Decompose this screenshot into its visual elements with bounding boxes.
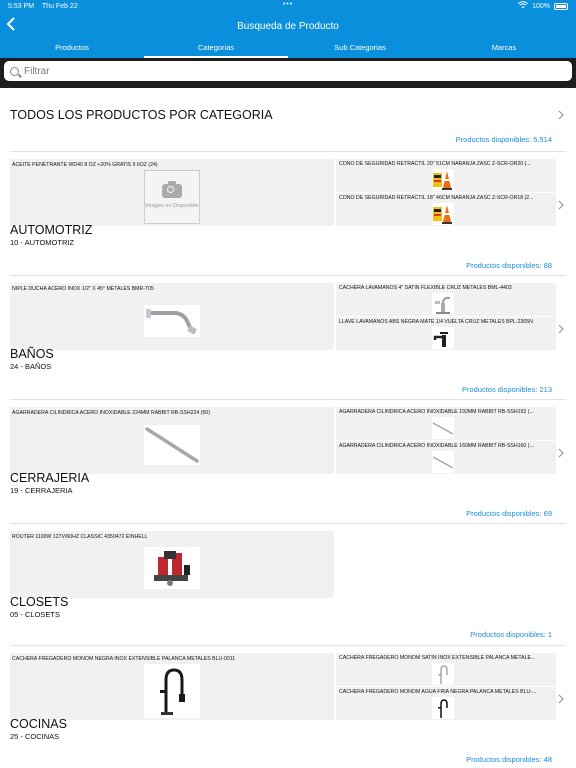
product-card[interactable] xyxy=(336,653,556,686)
product-label: CACHERA FREGADERO MONOM NEGRA INOX EXTENSIBLE PALANCA METALES BLU-0011 xyxy=(12,656,236,662)
faucet-image xyxy=(432,327,454,349)
product-card[interactable] xyxy=(336,317,556,350)
product-card[interactable] xyxy=(10,283,334,350)
category-list xyxy=(0,88,576,768)
category-available: Productos disponibles: 69 xyxy=(466,509,552,518)
product-preview-grid xyxy=(10,653,556,720)
product-card[interactable] xyxy=(336,193,556,226)
product-label: CACHERA FREGADERO MONOM AGUA FRIA NEGRA PALANCA METALES BLU-... xyxy=(339,689,537,695)
category-code: 10 - AUTOMOTRIZ xyxy=(10,238,75,247)
kitchen-faucet-image xyxy=(432,663,454,685)
category-name: AUTOMOTRIZ xyxy=(10,223,93,237)
shower-arm-image xyxy=(144,305,200,337)
category-banos[interactable] xyxy=(10,276,566,400)
category-cerrajeria[interactable] xyxy=(10,400,566,524)
kitchen-faucet-image xyxy=(144,664,200,718)
category-name: BAÑOS xyxy=(10,347,54,361)
search-bar xyxy=(0,58,576,88)
product-label: AGARRADERA CILINDRICA ACERO INOXIDABLE 160MM RABBIT RB-SSH160 (... xyxy=(339,443,534,449)
category-code: 19 - CERRAJERIA xyxy=(10,486,73,495)
category-name: CERRAJERIA xyxy=(10,471,90,485)
product-card[interactable] xyxy=(10,159,334,226)
category-code: 24 - BAÑOS xyxy=(10,362,52,371)
kitchen-faucet-image xyxy=(432,697,454,719)
product-card[interactable] xyxy=(10,407,334,474)
product-label: CACHERA FREGADERO MONOM SATIN INOX EXTENSIBLE PALANCA METALE... xyxy=(339,655,536,661)
product-card[interactable] xyxy=(336,283,556,316)
chevron-right-icon xyxy=(558,694,564,707)
side-products xyxy=(336,653,556,720)
traffic-cone-image xyxy=(432,169,454,191)
router-tool-image xyxy=(144,547,200,589)
product-label: ROUTER 1100W 127V/60HZ CLASSIC 4350472 EINHELL xyxy=(12,534,148,540)
all-products-title: TODOS LOS PRODUCTOS POR CATEGORIA xyxy=(10,108,273,122)
page-title: Busqueda de Producto xyxy=(237,20,339,32)
product-label: NIPLE DUCHA ACERO INOX 1/2" X 45° METALES BMR-T05 xyxy=(12,286,154,292)
product-label: ACEITE PENETRANTE WD40 8 OZ +20% GRATIS 9.6OZ (24) xyxy=(12,162,158,168)
category-code: 05 - CLOSETS xyxy=(10,610,61,619)
back-chevron-icon[interactable] xyxy=(6,16,16,37)
chevron-right-icon xyxy=(558,110,564,123)
side-products xyxy=(336,159,556,226)
all-products-available: Productos disponibles: 5,514 xyxy=(455,135,552,144)
tab-sub-categorias[interactable]: Sub Categorias xyxy=(334,43,386,52)
placeholder-text: Imagen no Disponible xyxy=(145,203,199,210)
category-available: Productos disponibles: 88 xyxy=(466,261,552,270)
navigation-bar xyxy=(0,12,576,40)
product-label: AGARRADERA CILINDRICA ACERO INOXIDABLE 224MM RABBIT RB-SSH224 (50) xyxy=(12,410,210,416)
status-date: Thu Feb 22 xyxy=(41,2,78,10)
category-name: COCINAS xyxy=(10,717,67,731)
traffic-cone-image xyxy=(432,203,454,225)
tab-categorias[interactable]: Categorias xyxy=(144,40,288,58)
battery-percent: 100% xyxy=(532,2,550,10)
product-preview-grid xyxy=(10,407,556,474)
multitask-dots-icon[interactable]: ••• xyxy=(282,1,294,8)
status-bar xyxy=(0,0,576,12)
filter-input[interactable] xyxy=(24,66,530,77)
handle-bar-image xyxy=(432,417,454,439)
product-card[interactable] xyxy=(336,407,556,440)
side-products xyxy=(336,407,556,474)
side-products xyxy=(336,531,556,598)
battery-icon xyxy=(554,3,568,10)
status-time: 5:53 PM xyxy=(8,2,35,10)
tab-marcas[interactable]: Marcas xyxy=(491,43,517,52)
camera-icon xyxy=(162,184,182,198)
tab-bar xyxy=(0,40,576,58)
product-card[interactable] xyxy=(10,653,334,720)
product-card[interactable] xyxy=(10,531,334,598)
product-label: AGARRADERA CILINDRICA ACERO INOXIDABLE 192MM RABBIT RB-SSH192 (... xyxy=(339,409,534,415)
wifi-icon xyxy=(518,1,528,11)
category-name: CLOSETS xyxy=(10,595,69,609)
side-products xyxy=(336,283,556,350)
product-card[interactable] xyxy=(336,441,556,474)
search-icon xyxy=(10,67,19,76)
handle-bar-image xyxy=(432,451,454,473)
product-label: LLAVE LAVAMANOS ABS NEGRA MATE 1/4 VUELTA CRUZ METALES BPL-2305N xyxy=(339,319,533,325)
product-label: CONO DE SEGURIDAD RETRACTIL 20" 51CM NARANJA ZASC Z-SCR-OR20 (... xyxy=(339,161,531,167)
product-preview-grid xyxy=(10,283,556,350)
handle-bar-image xyxy=(144,425,200,465)
search-field[interactable] xyxy=(4,61,572,81)
chevron-right-icon xyxy=(558,324,564,337)
product-label: CACHERA LAVAMANOS 4" SATIN FLEXIBLE CRUZ METALES BML-4403 xyxy=(339,285,512,291)
product-image xyxy=(144,170,200,224)
product-preview-grid xyxy=(10,159,556,226)
app-header xyxy=(0,0,576,58)
all-products-row[interactable] xyxy=(10,88,566,152)
product-label: CONO DE SEGURIDAD RETRACTIL 18" 46CM NARANJA ZASC Z-SCR-OR18 (2... xyxy=(339,195,534,201)
category-cocinas[interactable] xyxy=(10,646,566,768)
chevron-right-icon xyxy=(558,200,564,213)
tab-productos[interactable]: Productos xyxy=(55,43,89,52)
category-automotriz[interactable] xyxy=(10,152,566,276)
category-available: Productos disponibles: 48 xyxy=(466,755,552,764)
product-preview-grid xyxy=(10,531,556,598)
product-card[interactable] xyxy=(336,159,556,192)
product-card[interactable] xyxy=(336,687,556,720)
chevron-right-icon xyxy=(558,448,564,461)
category-available: Productos disponibles: 213 xyxy=(461,385,552,394)
faucet-image xyxy=(432,293,454,315)
image-placeholder xyxy=(144,170,200,224)
category-closets[interactable] xyxy=(10,524,566,646)
category-available: Productos disponibles: 1 xyxy=(470,630,552,639)
category-code: 25 - COCINAS xyxy=(10,732,60,741)
